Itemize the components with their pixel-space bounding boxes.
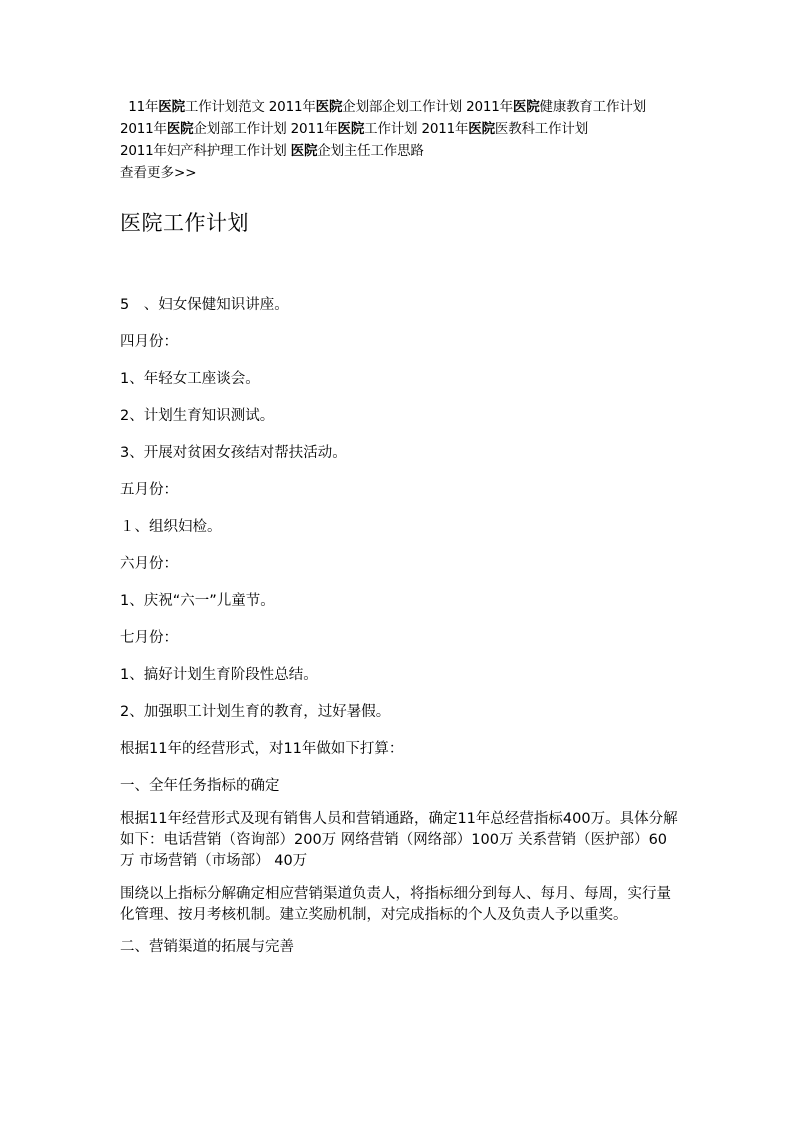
related-links [120, 96, 680, 162]
related-link[interactable] [291, 121, 418, 137]
paragraph: 2、加强职工计划生育的教育，过好暑假。 [120, 704, 391, 720]
link-keyword: 医院 [337, 121, 365, 137]
link-text: 2011年 [268, 99, 316, 115]
link-text: 2011年 [120, 121, 167, 137]
link-text: 企划主任工作思路 [317, 143, 424, 159]
link-keyword: 医院 [315, 99, 343, 115]
related-link[interactable] [291, 143, 424, 159]
link-text: 2011年妇产科护理工作计划 [120, 143, 287, 159]
related-link[interactable] [421, 121, 588, 137]
link-text: 健康教育工作计划 [539, 99, 646, 115]
paragraph: 1、庆祝“六一”儿童节。 [120, 593, 275, 609]
link-text: 企划部企划工作计划 [342, 99, 462, 115]
link-keyword: 医院 [290, 143, 318, 159]
related-link[interactable] [120, 121, 287, 137]
paragraph: 根据11年的经营形式，对11年做如下打算： [120, 741, 404, 757]
paragraph: 七月份： [120, 630, 178, 646]
paragraph: 一、全年任务指标的确定 [120, 778, 280, 794]
link-keyword: 医院 [468, 121, 495, 137]
document-body [120, 295, 680, 958]
link-text: 2011年 [466, 99, 513, 115]
link-text: 11年 [128, 99, 159, 115]
paragraph: 2、计划生育知识测试。 [120, 408, 275, 424]
paragraph: 五月份： [120, 482, 178, 498]
paragraph: 3、开展对贫困女孩结对帮扶活动。 [120, 445, 347, 461]
link-text: 2011年 [290, 121, 338, 137]
link-text: 企划部工作计划 [193, 121, 287, 137]
link-text: 工作计划范文 [184, 99, 265, 115]
related-link[interactable] [120, 143, 287, 159]
link-keyword: 医院 [166, 121, 194, 137]
link-text: 医教科工作计划 [494, 121, 589, 137]
paragraph: 围绕以上指标分解确定相应营销渠道负责人，将指标细分到每人、每月、每周，实行量化管理、按月考核机制。建立奖励机制，对完成指标的个人及负责人予以重奖。 [120, 886, 671, 923]
link-keyword: 医院 [512, 99, 540, 115]
related-link[interactable] [269, 99, 462, 115]
paragraph: 5 、妇女保健知识讲座。 [120, 297, 289, 313]
link-text: 2011年 [421, 121, 469, 137]
paragraph: 四月份： [120, 334, 178, 350]
paragraph: １、组织妇检。 [120, 519, 222, 535]
paragraph: 根据11年经营形式及现有销售人员和营销通路，确定11年总经营指标400万。具体分解如下：电话营销（咨询部）200万 网络营销（网络部）100万 关系营销（医护部）60万 市场营销（市场部） 40万 [120, 811, 678, 869]
paragraph: 1、搞好计划生育阶段性总结。 [120, 667, 318, 683]
page-title: 医院工作计划 [120, 211, 249, 235]
related-link[interactable] [466, 99, 646, 115]
paragraph: 二、营销渠道的拓展与完善 [120, 939, 294, 955]
paragraph: 1、年轻女工座谈会。 [120, 371, 260, 387]
related-link[interactable] [120, 99, 265, 115]
link-keyword: 医院 [158, 99, 185, 115]
link-text: 工作计划 [364, 121, 418, 137]
paragraph: 六月份： [120, 556, 178, 572]
view-more-link[interactable]: 查看更多>> [120, 165, 197, 181]
